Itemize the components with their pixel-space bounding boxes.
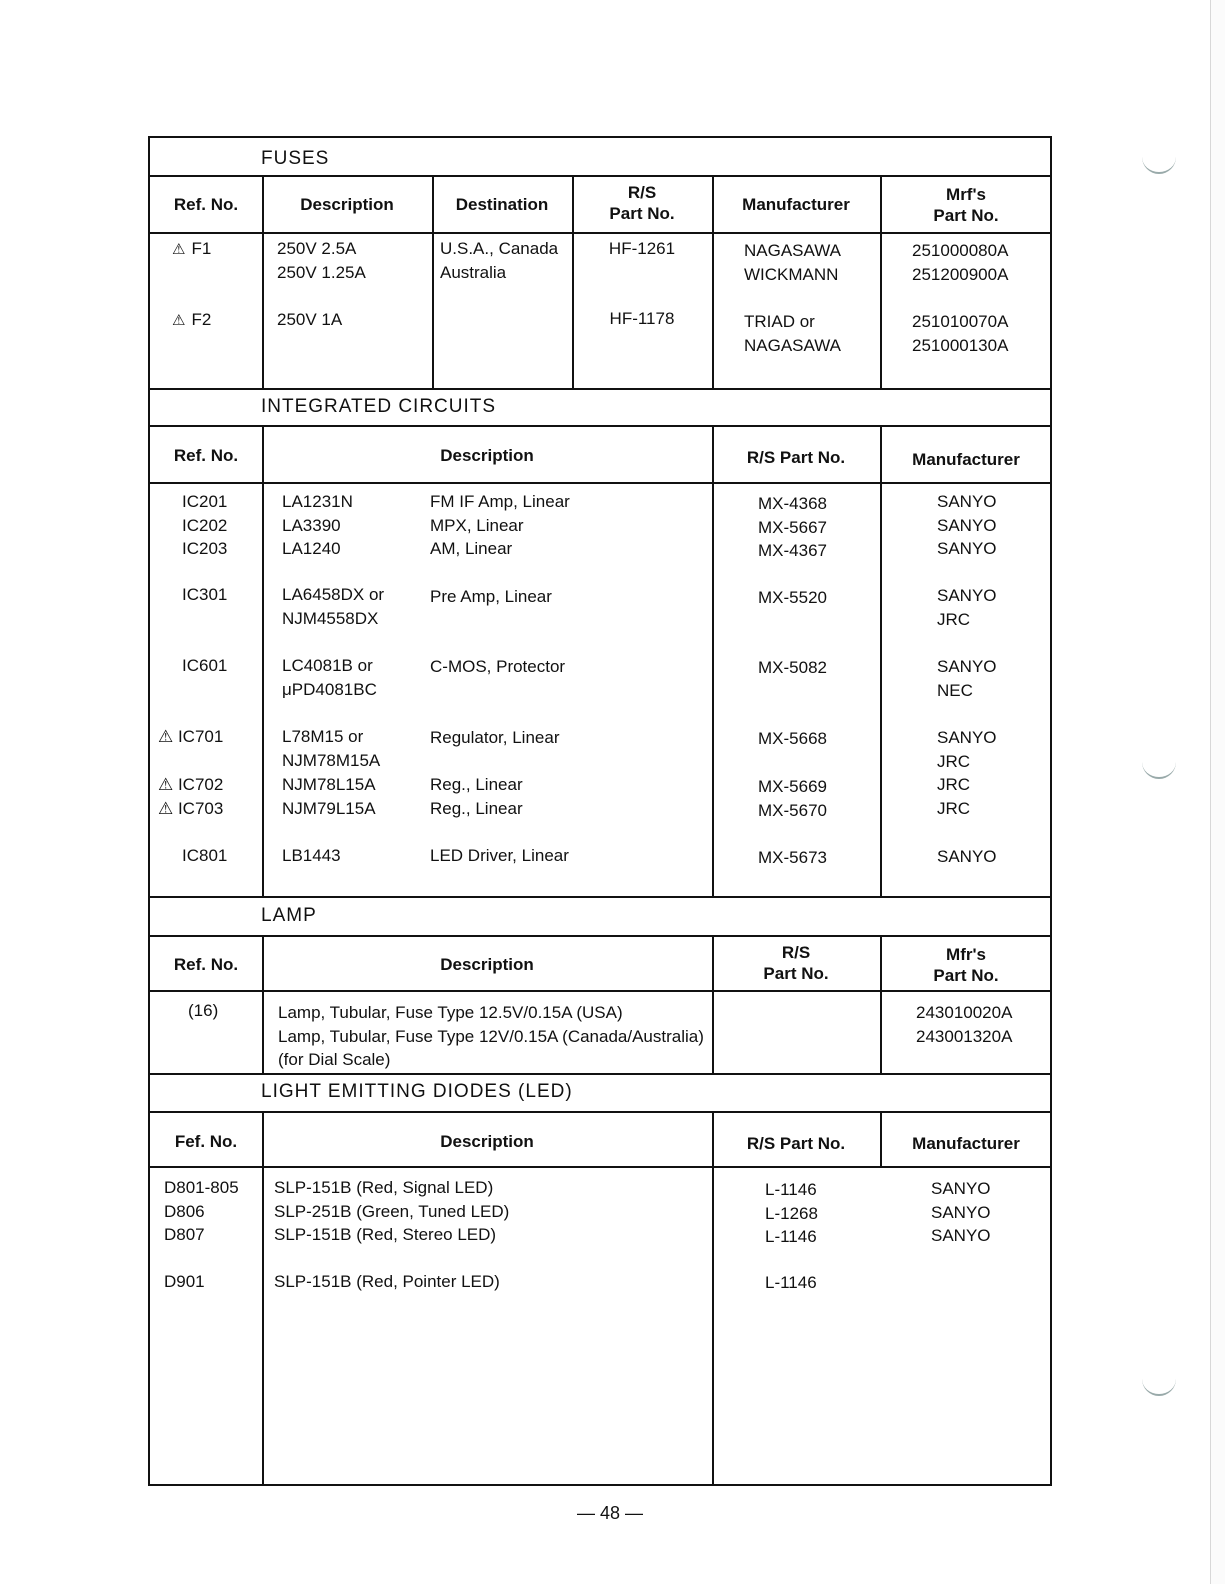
led-manufacturer: SANYO SANYO SANYO [931, 1179, 991, 1245]
ic-part: LB1443 [282, 846, 341, 865]
table-row: ⚠ F1 [172, 237, 211, 262]
fuse-mfr-part: 251010070A 251000130A [912, 312, 1009, 355]
page-number: — 48 — [576, 1503, 644, 1523]
ic-rs-part: MX-5520 [758, 588, 827, 607]
section-title-integrated-circuits: INTEGRATED CIRCUITS [261, 396, 497, 417]
binder-hole [1142, 755, 1176, 779]
led-ref: D901 [164, 1272, 205, 1291]
ic-rs-part: MX-5669 MX-5670 [758, 777, 827, 820]
fuse-manufacturer: NAGASAWA WICKMANN [744, 241, 841, 284]
header-ref-no: Ref. No. [173, 446, 239, 465]
section-title-lamp: LAMP [261, 905, 317, 926]
parts-list-table [148, 136, 1052, 1486]
ic-manufacturer: SANYO JRC [937, 586, 997, 629]
ic-manufacturer: SANYO NEC [937, 657, 997, 700]
fuse-mfr-part: 251000080A 251200900A [912, 241, 1009, 284]
header-ref-no: Ref. No. [173, 955, 239, 974]
fuse-manufacturer: TRIAD or NAGASAWA [744, 312, 841, 355]
ic-ref: IC601 [182, 656, 228, 675]
header-description: Description [440, 1132, 534, 1151]
warning-triangle-icon: ⚠ [172, 312, 186, 329]
page-edge [1210, 0, 1225, 1584]
led-rs-part: L-1146 L-1268 L-1146 [765, 1180, 818, 1246]
header-ref-no: Ref. No. [173, 195, 239, 214]
header-manufacturer: Manufacturer [742, 195, 850, 214]
section-title-leds: LIGHT EMITTING DIODES (LED) [261, 1081, 573, 1102]
fuse-rs-part: HF-1178 [609, 309, 675, 328]
ic-description: LED Driver, Linear [430, 846, 569, 865]
header-manufacturer: Manufacturer [912, 450, 1020, 469]
header-description: Description [440, 446, 534, 465]
led-description: SLP-151B (Red, Pointer LED) [274, 1272, 500, 1291]
header-description: Description [440, 955, 534, 974]
ic-ref: IC201 IC202 IC203 [182, 492, 228, 558]
ic-description: Pre Amp, Linear [430, 587, 552, 606]
lamp-description: Lamp, Tubular, Fuse Type 12.5V/0.15A (USA) Lamp, Tubular, Fuse Type 12V/0.15A (Canada/Australia) (for Dial Scale) [278, 1003, 704, 1069]
header-description: Description [300, 195, 394, 214]
ic-part: L78M15 or NJM78M15A [282, 727, 381, 770]
fuse-description: 250V 1A [277, 310, 343, 329]
ic-rs-part: MX-5082 [758, 658, 827, 677]
header-rs-part-no: R/S Part No. [609, 183, 675, 223]
led-ref: D801-805 D806 D807 [164, 1178, 239, 1244]
led-description: SLP-151B (Red, Signal LED) SLP-251B (Green, Tuned LED) SLP-151B (Red, Stereo LED) [274, 1178, 510, 1244]
ic-manufacturer: JRC JRC [937, 775, 971, 818]
warning-triangle-icon: ⚠ [172, 241, 186, 258]
table-row: ⚠ F2 [172, 308, 211, 333]
ic-part: LC4081B or μPD4081BC [282, 656, 377, 699]
lamp-mfr-part: 243010020A 243001320A [916, 1003, 1013, 1046]
ic-ref: ⚠ IC701 [158, 727, 224, 746]
fuse-description: 250V 2.5A 250V 1.25A [277, 239, 366, 282]
ic-part: LA1231N LA3390 LA1240 [282, 492, 353, 558]
binder-hole [1142, 1372, 1176, 1396]
ic-rs-part: MX-5673 [758, 848, 827, 867]
ic-description: FM IF Amp, Linear MPX, Linear AM, Linear [430, 492, 570, 558]
ic-manufacturer: SANYO JRC [937, 728, 997, 771]
ic-ref: IC801 [182, 846, 228, 865]
ic-part: NJM78L15A NJM79L15A [282, 775, 376, 818]
ic-part: LA6458DX or NJM4558DX [282, 585, 385, 628]
ic-rs-part: MX-5668 [758, 729, 827, 748]
header-mfr-part-no: Mrf's Part No. [933, 185, 999, 225]
ic-description: C-MOS, Protector [430, 657, 566, 676]
ic-ref: IC301 [182, 585, 228, 604]
ic-description: Regulator, Linear [430, 728, 560, 747]
header-mfr-part-no: Mfr's Part No. [933, 945, 999, 985]
section-title-fuses: FUSES [261, 148, 330, 169]
header-rs-part-no: R/S Part No. [746, 1134, 846, 1153]
lamp-ref: (16) [188, 1001, 219, 1020]
header-rs-part-no: R/S Part No. [763, 943, 829, 983]
ic-ref: ⚠ IC702 ⚠ IC703 [158, 775, 224, 818]
header-ref-no: Fef. No. [174, 1132, 238, 1151]
ic-manufacturer: SANYO [937, 847, 997, 866]
header-destination: Destination [455, 195, 549, 214]
binder-hole [1142, 150, 1176, 174]
fuse-destination: U.S.A., Canada Australia [440, 239, 559, 282]
fuse-rs-part: HF-1261 [608, 239, 676, 258]
header-rs-part-no: R/S Part No. [746, 448, 846, 467]
ic-description: Reg., Linear Reg., Linear [430, 775, 523, 818]
ic-manufacturer: SANYO SANYO SANYO [937, 492, 997, 558]
led-rs-part: L-1146 [765, 1273, 817, 1292]
header-manufacturer: Manufacturer [912, 1134, 1020, 1153]
ic-rs-part: MX-4368 MX-5667 MX-4367 [758, 494, 827, 560]
